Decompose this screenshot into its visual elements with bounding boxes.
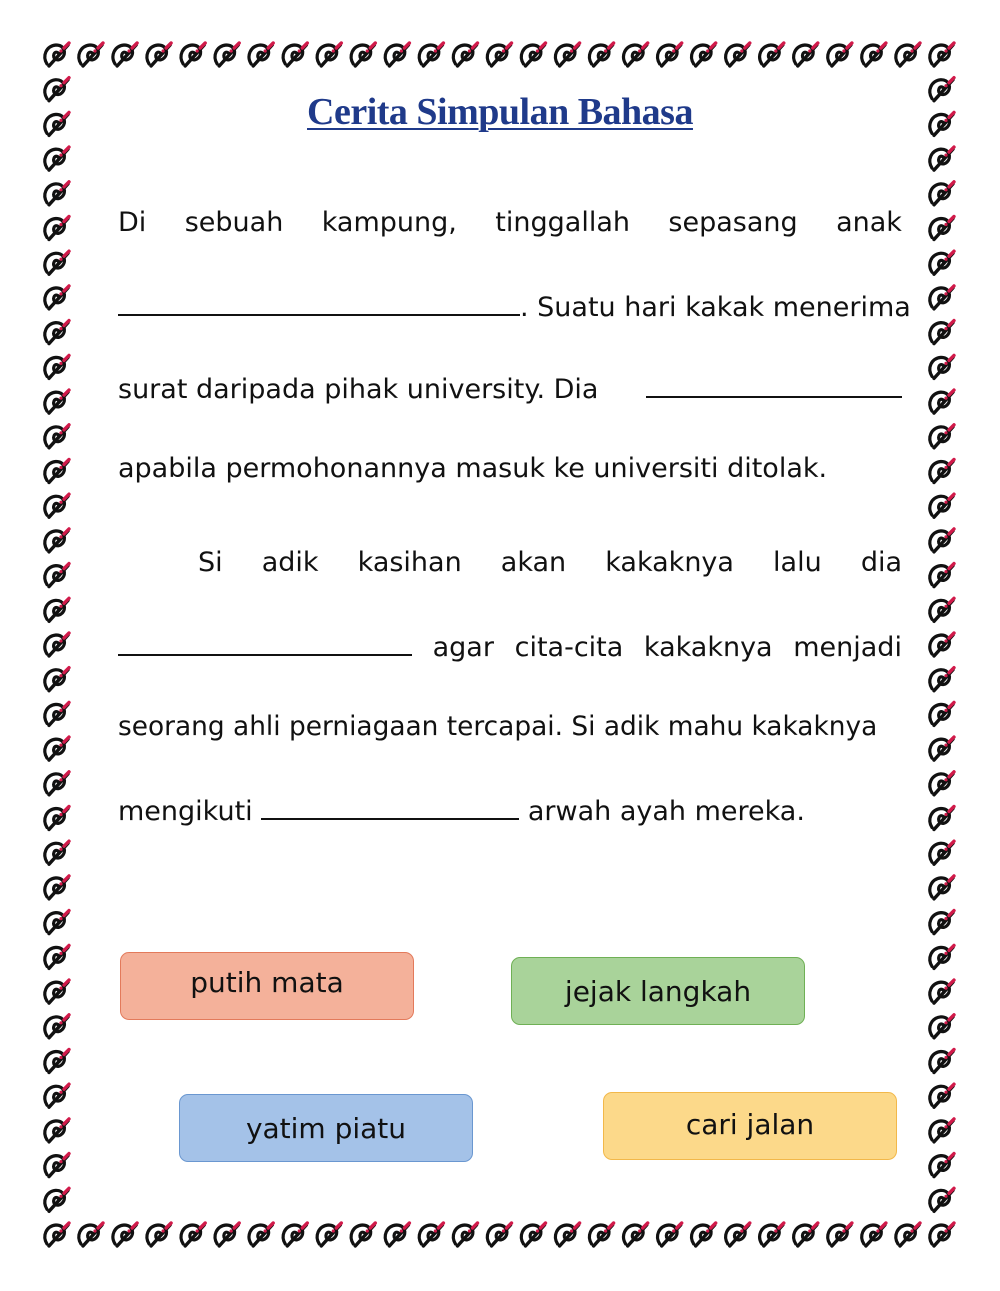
passage-line [118,546,902,580]
swirl-pen-icon [351,1223,375,1246]
swirl-pen-icon [45,737,69,760]
swirl-pen-icon [45,1015,69,1038]
swirl-pen-icon [930,321,954,344]
swirl-pen-icon [45,1188,69,1211]
swirl-pen-icon [828,43,852,66]
swirl-pen-icon [930,980,954,1003]
passage-word: anak [836,207,902,238]
passage-line [118,792,902,829]
swirl-pen-icon [45,702,69,725]
passage-word: cita-cita [514,632,624,663]
passage-word: Di [118,207,147,238]
swirl-pen-icon [45,390,69,413]
swirl-pen-icon [419,43,443,66]
passage-word: tinggallah [495,207,630,238]
swirl-pen-icon [113,1223,137,1246]
page-title [0,90,1000,134]
swirl-pen-icon [930,217,954,240]
passage-word: kakaknya [643,632,773,663]
swirl-pen-icon [930,286,954,309]
swirl-pen-icon [45,321,69,344]
passage-word: dia [860,547,902,578]
swirl-pen-icon [45,1154,69,1177]
swirl-pen-icon [930,460,954,483]
swirl-pen-icon [45,668,69,691]
swirl-pen-icon [930,1223,954,1246]
swirl-pen-icon [658,1223,682,1246]
swirl-pen-icon [45,182,69,205]
passage-word: agar [432,632,494,663]
swirl-pen-icon [521,1223,545,1246]
swirl-pen-icon [624,43,648,66]
swirl-pen-icon [930,529,954,552]
swirl-pen-icon [351,43,375,66]
swirl-pen-icon [45,43,69,66]
passage-text: surat daripada pihak university. Dia [118,374,599,405]
swirl-pen-icon [896,1223,920,1246]
passage-word: sebuah [184,207,284,238]
swirl-pen-icon [283,1223,307,1246]
swirl-pen-icon [45,494,69,517]
passage-line [118,452,902,486]
swirl-pen-icon [555,1223,579,1246]
swirl-pen-icon [760,43,784,66]
passage-text: mengikuti [118,796,253,827]
swirl-pen-icon [930,772,954,795]
swirl-pen-icon [930,494,954,517]
option-putih-mata[interactable] [120,952,414,1020]
swirl-pen-icon [487,43,511,66]
swirl-pen-icon [45,425,69,448]
option-yatim-piatu[interactable] [179,1094,473,1162]
swirl-pen-icon [930,841,954,864]
swirl-pen-icon [45,147,69,170]
swirl-pen-icon [930,737,954,760]
passage-word: adik [261,547,319,578]
option-jejak-langkah[interactable] [511,957,805,1025]
swirl-pen-icon [930,633,954,656]
swirl-pen-icon [79,43,103,66]
swirl-pen-icon [589,1223,613,1246]
swirl-pen-icon [930,43,954,66]
swirl-pen-icon [45,772,69,795]
swirl-pen-icon [45,564,69,587]
swirl-pen-icon [45,911,69,934]
swirl-pen-icon [317,1223,341,1246]
swirl-pen-icon [930,876,954,899]
answer-blank-2[interactable] [646,370,902,398]
swirl-pen-icon [147,43,171,66]
option-label: cari jalan [685,1107,815,1141]
swirl-pen-icon [521,43,545,66]
passage-text: arwah ayah mereka. [527,796,805,827]
swirl-pen-icon [45,286,69,309]
page-title-text: Cerita Simpulan Bahasa [307,91,693,133]
swirl-pen-icon [45,876,69,899]
swirl-pen-icon [385,1223,409,1246]
swirl-pen-icon [930,355,954,378]
swirl-pen-icon [215,43,239,66]
swirl-pen-icon [419,1223,443,1246]
swirl-pen-icon [794,1223,818,1246]
swirl-pen-icon [930,1119,954,1142]
swirl-pen-icon [113,43,137,66]
swirl-pen-icon [45,807,69,830]
option-label: yatim piatu [245,1111,407,1145]
passage-line [118,370,902,407]
swirl-pen-icon [45,633,69,656]
swirl-pen-icon [930,1084,954,1107]
passage-word: kakaknya [605,547,734,578]
swirl-pen-icon [45,598,69,621]
swirl-pen-icon [930,390,954,413]
passage-line [118,710,902,744]
swirl-pen-icon [453,43,477,66]
swirl-pen-icon [624,1223,648,1246]
swirl-pen-icon [760,1223,784,1246]
swirl-pen-icon [930,1154,954,1177]
swirl-pen-icon [45,1050,69,1073]
passage-text: seorang ahli perniagaan tercapai. Si adik mahu kakaknya [118,711,878,742]
passage-line [118,628,902,665]
swirl-pen-icon [181,1223,205,1246]
swirl-pen-icon [45,945,69,968]
option-cari-jalan[interactable] [603,1092,897,1160]
swirl-pen-icon [930,425,954,448]
swirl-pen-icon [658,43,682,66]
answer-blank-4[interactable] [261,792,519,820]
swirl-pen-icon [249,1223,273,1246]
swirl-pen-icon [692,43,716,66]
swirl-pen-icon [930,1188,954,1211]
swirl-pen-icon [930,945,954,968]
swirl-pen-icon [385,43,409,66]
swirl-pen-icon [555,43,579,66]
option-label: putih mata [190,965,344,999]
swirl-pen-icon [794,43,818,66]
swirl-pen-icon [930,911,954,934]
answer-blank-1[interactable] [118,288,520,316]
swirl-pen-icon [45,841,69,864]
passage-word: sepasang [668,207,798,238]
passage-text: apabila permohonannya masuk ke universiti ditolak. [118,453,828,484]
swirl-pen-icon [930,598,954,621]
swirl-pen-icon [930,564,954,587]
swirl-pen-icon [726,1223,750,1246]
passage-word: kasihan [357,547,462,578]
swirl-pen-icon [930,668,954,691]
swirl-pen-icon [45,355,69,378]
swirl-pen-icon [45,460,69,483]
swirl-pen-icon [45,529,69,552]
swirl-pen-icon [930,1050,954,1073]
swirl-pen-icon [283,43,307,66]
swirl-pen-icon [249,43,273,66]
passage-word: lalu [773,547,822,578]
swirl-pen-icon [45,251,69,274]
swirl-pen-icon [930,251,954,274]
swirl-pen-icon [589,43,613,66]
swirl-pen-icon [828,1223,852,1246]
swirl-pen-icon [453,1223,477,1246]
swirl-pen-icon [45,217,69,240]
passage-word: menjadi [793,632,902,663]
passage-line [118,206,902,240]
swirl-pen-icon [930,147,954,170]
swirl-pen-icon [79,1223,103,1246]
swirl-pen-icon [215,1223,239,1246]
option-label: jejak langkah [564,974,752,1008]
swirl-pen-icon [317,43,341,66]
swirl-pen-icon [726,43,750,66]
swirl-pen-icon [692,1223,716,1246]
swirl-pen-icon [930,1015,954,1038]
swirl-pen-icon [896,43,920,66]
passage-word: akan [500,547,567,578]
swirl-pen-icon [862,43,886,66]
swirl-pen-icon [862,1223,886,1246]
swirl-pen-icon [487,1223,511,1246]
swirl-pen-icon [930,807,954,830]
swirl-pen-icon [181,43,205,66]
swirl-pen-icon [930,182,954,205]
passage-text: . Suatu hari kakak menerima [520,292,911,323]
swirl-pen-icon [45,1084,69,1107]
passage-word: kampung, [321,207,457,238]
swirl-pen-icon [45,1223,69,1246]
passage-line [118,288,911,325]
swirl-pen-icon [45,980,69,1003]
swirl-pen-icon [45,1119,69,1142]
passage-word: Si [198,547,223,578]
swirl-pen-icon [930,702,954,725]
answer-blank-3[interactable] [118,628,412,656]
swirl-pen-icon [147,1223,171,1246]
